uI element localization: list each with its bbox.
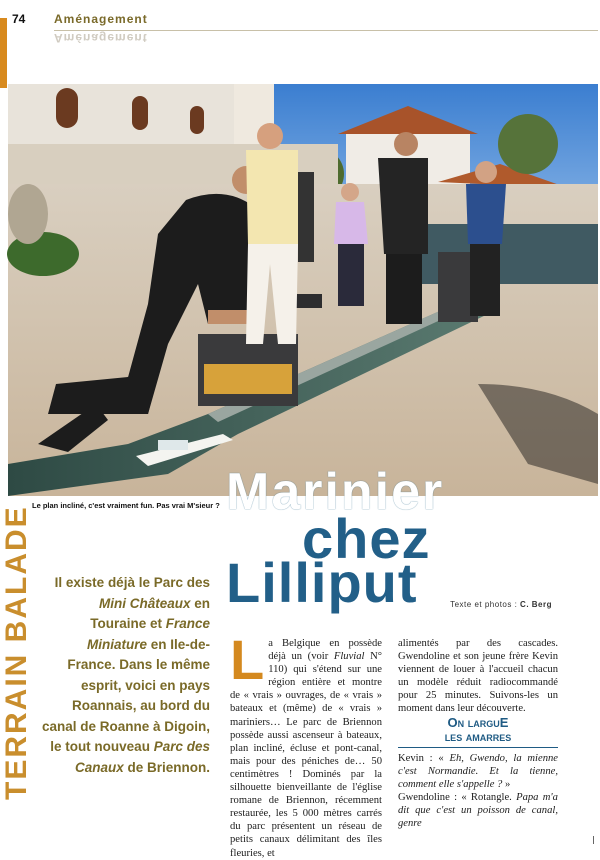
lead-emphasis: Mini Châteaux <box>98 595 191 611</box>
subheading-line-1: On larguE <box>447 715 509 730</box>
drop-cap: L <box>230 628 265 691</box>
dialogue-line <box>398 752 558 791</box>
speaker-text: Kevin : « <box>398 753 450 764</box>
subheading-line-2: les amarres <box>444 729 512 744</box>
body-column-1 <box>230 628 382 860</box>
page-edge-mark <box>593 836 594 844</box>
page-number: 74 <box>12 12 26 26</box>
photo-illustration <box>8 84 598 496</box>
article-credit <box>450 600 552 609</box>
lead-text: en Ile-de-France. Dans le même esprit, voici en pays Roannais, au bord du canal de Roanne à Digoin, le tout nouveau <box>41 636 210 754</box>
title-line-3: Lilliput <box>226 551 418 614</box>
lead-emphasis: France Miniature <box>86 616 210 652</box>
header-rule <box>54 30 598 31</box>
speaker-text: Gwendoline : « Rotangle. <box>398 792 517 804</box>
title-line-1: Marinier <box>226 463 445 521</box>
credit-author: C. Berg <box>520 600 552 609</box>
main-photo <box>8 84 598 496</box>
dialogue-line <box>398 791 558 830</box>
lead-emphasis: Parc des Canaux <box>74 739 210 775</box>
section-title-reflection: Aménagement <box>54 31 148 45</box>
lead-paragraph <box>40 573 210 778</box>
speech-text: Eh, Gwendo, la mienne c'est Normandie. Et la tienne, comment elle s'appelle ? <box>398 753 559 791</box>
lead-text: de Briennon. <box>123 759 210 775</box>
lead-text: Il existe déjà le Parc des <box>54 575 210 590</box>
speech-text: Papa m'a dit que c'est un poisson de canal, genre <box>398 792 558 830</box>
section-title: Aménagement <box>54 12 148 26</box>
body-column-2: alimentés par des cascades. Gwendoline et son jeune frère Kevin viennent de louer à l'accueil chacun un modèle réduit radiocommandé pour 25 minutes. Suivons-les un moment dans leur découverte. <box>398 638 558 715</box>
photo-caption: Le plan incliné, c'est vraiment fun. Pas vrai M'sieur ? <box>32 501 220 510</box>
body-text: a Belgique en possède déjà un (voir <box>268 638 382 663</box>
credit-label: Texte et photos : <box>450 600 518 609</box>
lead-text: en Touraine et <box>90 595 210 631</box>
vertical-rubric-text: TERRAIN BALADE <box>0 505 33 800</box>
section-header <box>54 12 194 46</box>
title-line-2: chez <box>302 507 431 570</box>
body-column-2-continued <box>398 752 558 831</box>
body-emphasis: Fluvial <box>333 651 365 663</box>
speaker-text: » <box>502 779 511 791</box>
subheading <box>398 716 558 748</box>
body-text: N° 110) qui s'étend sur une région entière et montre de « vrais » ouvrages, de « vrais » bateaux et (même) de « vrais » mariniers… Le parc de Briennon possède aussi ascenseur à bateaux, plan incliné, écluse et pont-canal, mais pour des péniches de… 50 centimètres ! Dominés par la silhouette bienveillante de l'église romane de Briennon, récemment restaurée, les 5 000 mètres carrés du parc présentent un réseau de petits canaux délimitant des îles fleuries, et <box>230 651 382 859</box>
section-color-bar <box>0 18 7 88</box>
vertical-rubric <box>0 500 33 810</box>
